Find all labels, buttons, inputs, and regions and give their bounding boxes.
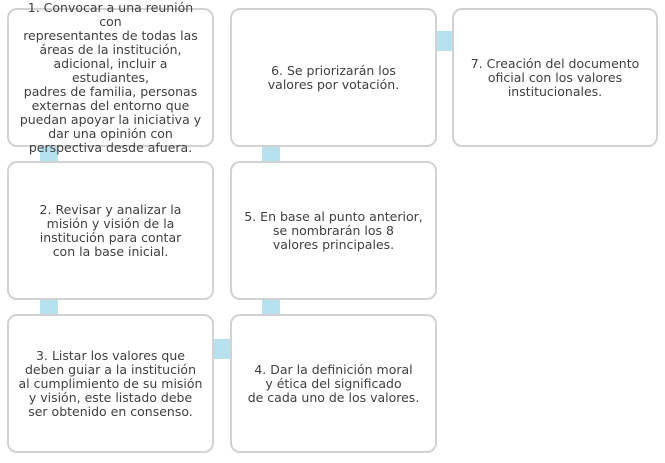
step-7-text: 7. Creación del documento oficial con los valores institucionales. bbox=[470, 55, 640, 99]
step-1-text: 1. Convocar a una reunión con representantes de todas las áreas de la institución, adicional, incluir a estudiantes, padres de familia, personas externas del entorno que puedan apoyar la iniciativa y dar una opinión con perspectiva desde afuera. bbox=[19, 0, 202, 155]
connector-6-7 bbox=[435, 31, 453, 51]
step-4-text: 4. Dar la definición moral y ética del significado de cada uno de los valores. bbox=[247, 361, 420, 405]
connector-3-4 bbox=[213, 339, 231, 359]
step-6-box bbox=[230, 8, 437, 147]
connector-4-5 bbox=[262, 299, 280, 315]
step-5-box bbox=[230, 161, 437, 300]
step-2-text: 2. Revisar y analizar la misión y visión de la institución para contar con la base inicial. bbox=[39, 201, 182, 259]
step-4-box bbox=[230, 314, 437, 453]
step-6-text: 6. Se priorizarán los valores por votación. bbox=[267, 62, 400, 92]
step-3-text: 3. Listar los valores que deben guiar a la institución al cumplimiento de su misión y visión, este listado debe ser obtenido en consenso. bbox=[18, 347, 203, 419]
step-2-box bbox=[7, 161, 214, 300]
connector-5-6 bbox=[262, 146, 280, 162]
connector-2-3 bbox=[40, 299, 58, 315]
step-5-text: 5. En base al punto anterior, se nombrarán los 8 valores principales. bbox=[244, 208, 423, 252]
step-3-box bbox=[7, 314, 214, 453]
step-7-box bbox=[452, 8, 658, 147]
step-1-box bbox=[7, 0, 214, 155]
